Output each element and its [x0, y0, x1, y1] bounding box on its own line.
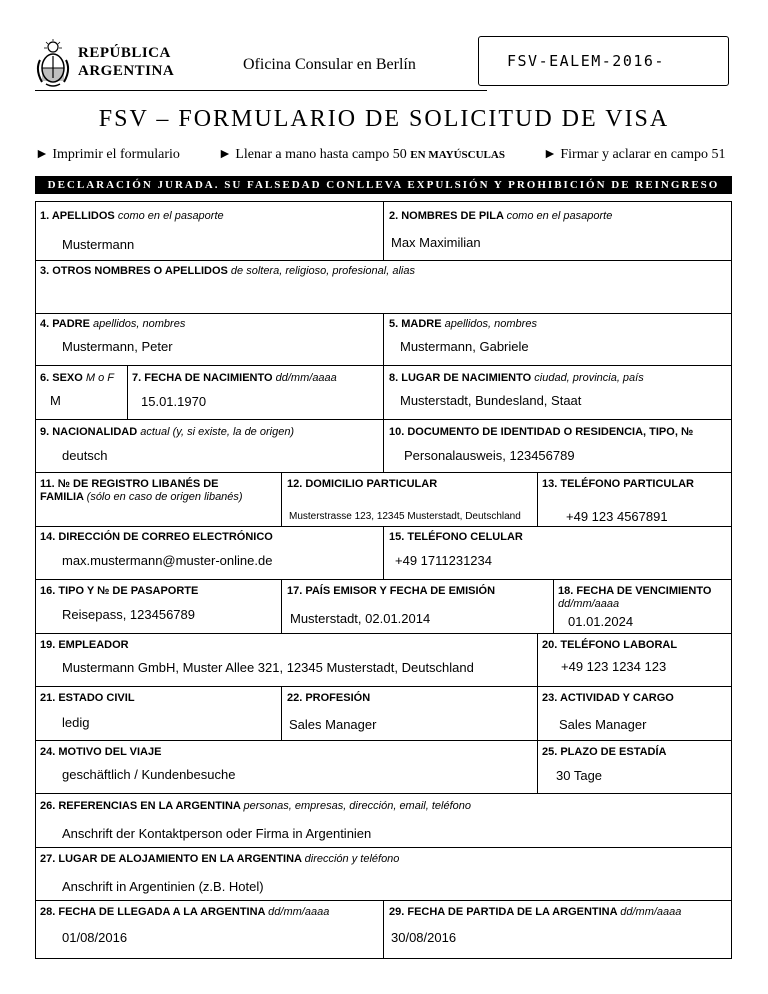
field-18-expiry-date-input[interactable]: 01.01.2024 — [568, 614, 634, 629]
field-14-email-input[interactable]: max.mustermann@muster-online.de — [62, 553, 273, 568]
field-23-label: 23. ACTIVIDAD Y CARGO — [542, 692, 674, 704]
instruction-print: ► Imprimir el formulario — [35, 147, 180, 162]
field-29-departure-date-input[interactable]: 30/08/2016 — [391, 930, 457, 945]
field-15-mobile-phone-input[interactable]: +49 1711231234 — [395, 553, 492, 568]
instruction-sign: ► Firmar y aclarar en campo 51 — [543, 147, 726, 162]
field-16-passport-input[interactable]: Reisepass, 123456789 — [62, 607, 195, 622]
field-2-given-names-input[interactable]: Max Maximilian — [391, 235, 481, 250]
field-20-work-phone-input[interactable]: +49 123 1234 123 — [561, 659, 667, 674]
field-1-surname-input[interactable]: Mustermann — [62, 237, 135, 252]
field-5-mother-input[interactable]: Mustermann, Gabriele — [400, 339, 529, 354]
sworn-declaration-banner: DECLARACIÓN JURADA. SU FALSEDAD CONLLEVA EXPULSIÓN Y PROHIBICIÓN DE REINGRESO — [35, 176, 732, 194]
field-8-birth-place-input[interactable]: Musterstadt, Bundesland, Staat — [400, 393, 582, 408]
instruction-fill-caps: EN MAYÚSCULAS — [410, 149, 505, 161]
field-1-label: 1. APELLIDOS como en el pasaporte — [40, 210, 224, 222]
form-code-box — [478, 36, 729, 86]
field-26-label: 26. REFERENCIAS EN LA ARGENTINA personas, empresas, dirección, email, teléfono — [40, 800, 471, 812]
field-28-arrival-date-input[interactable]: 01/08/2016 — [62, 930, 128, 945]
field-2-label: 2. NOMBRES DE PILA como en el pasaporte — [389, 210, 613, 222]
form-code: FSV-EALEM-2016- — [507, 52, 665, 70]
field-7-birth-date-input[interactable]: 15.01.1970 — [141, 394, 207, 409]
field-6-sex-input[interactable]: M — [50, 393, 61, 408]
field-27-accommodation-input[interactable]: Anschrift in Argentinien (z.B. Hotel) — [62, 879, 264, 894]
header-divider — [35, 90, 487, 91]
field-9-label: 9. NACIONALIDAD actual (y, si existe, la de origen) — [40, 426, 295, 438]
instruction-fill-main: ► Llenar a mano hasta campo 50 — [218, 147, 407, 162]
field-21-label: 21. ESTADO CIVIL — [40, 692, 135, 704]
field-14-label: 14. DIRECCIÓN DE CORREO ELECTRÓNICO — [40, 531, 273, 543]
field-28-label: 28. FECHA DE LLEGADA A LA ARGENTINA dd/mm/aaaa — [40, 906, 330, 918]
field-7-label: 7. FECHA DE NACIMIENTO dd/mm/aaaa — [132, 372, 337, 384]
field-23-activity-input[interactable]: Sales Manager — [559, 717, 647, 732]
field-18-label: 18. FECHA DE VENCIMIENTO dd/mm/aaaa — [558, 585, 712, 610]
country-line-1: REPÚBLICA — [78, 45, 171, 61]
instruction-fill — [218, 147, 505, 163]
field-15-label: 15. TELÉFONO CELULAR — [389, 531, 523, 543]
country-line-2: ARGENTINA — [78, 63, 175, 79]
field-17-passport-issuer-input[interactable]: Musterstadt, 02.01.2014 — [290, 611, 431, 626]
field-12-label: 12. DOMICILIO PARTICULAR — [287, 478, 438, 490]
field-4-father-input[interactable]: Mustermann, Peter — [62, 339, 173, 354]
field-20-label: 20. TELÉFONO LABORAL — [542, 639, 678, 651]
field-25-stay-duration-input[interactable]: 30 Tage — [556, 768, 603, 783]
field-3-label: 3. OTROS NOMBRES O APELLIDOS de soltera, religioso, profesional, alias — [40, 265, 415, 277]
field-5-label: 5. MADRE apellidos, nombres — [389, 318, 537, 330]
field-9-nationality-input[interactable]: deutsch — [62, 448, 108, 463]
field-10-label: 10. DOCUMENTO DE IDENTIDAD O RESIDENCIA, TIPO, № — [389, 426, 694, 438]
field-21-marital-status-input[interactable]: ledig — [62, 715, 90, 730]
field-27-label: 27. LUGAR DE ALOJAMIENTO EN LA ARGENTINA dirección y teléfono — [40, 853, 400, 865]
field-8-label: 8. LUGAR DE NACIMIENTO ciudad, provincia, país — [389, 372, 644, 384]
field-16-label: 16. TIPO Y № DE PASAPORTE — [40, 585, 199, 597]
field-22-label: 22. PROFESIÓN — [287, 692, 371, 704]
consulate-office: Oficina Consular en Berlín — [243, 56, 416, 73]
field-11-label: 11. № DE REGISTRO LIBANÉS DE FAMILIA (sólo en caso de origen libanés) — [40, 478, 243, 503]
field-17-label: 17. PAÍS EMISOR Y FECHA DE EMISIÓN — [287, 585, 496, 597]
field-13-label: 13. TELÉFONO PARTICULAR — [542, 478, 694, 490]
field-22-profession-input[interactable]: Sales Manager — [289, 717, 377, 732]
field-6-label: 6. SEXO M o F — [40, 372, 114, 384]
field-29-label: 29. FECHA DE PARTIDA DE LA ARGENTINA dd/mm/aaaa — [389, 906, 682, 918]
field-24-travel-reason-input[interactable]: geschäftlich / Kundenbesuche — [62, 767, 236, 782]
field-19-label: 19. EMPLEADOR — [40, 639, 129, 651]
form-title: FSV – FORMULARIO DE SOLICITUD DE VISA — [98, 106, 670, 132]
field-12-home-address-input[interactable]: Musterstrasse 123, 12345 Musterstadt, Deutschland — [289, 511, 521, 522]
field-13-home-phone-input[interactable]: +49 123 4567891 — [566, 509, 668, 524]
field-25-label: 25. PLAZO DE ESTADÍA — [542, 746, 667, 758]
field-4-label: 4. PADRE apellidos, nombres — [40, 318, 186, 330]
field-10-id-document-input[interactable]: Personalausweis, 123456789 — [404, 448, 575, 463]
coat-of-arms-emblem — [34, 38, 72, 88]
country-name — [78, 44, 174, 80]
field-19-employer-input[interactable]: Mustermann GmbH, Muster Allee 321, 12345 Musterstadt, Deutschland — [62, 660, 474, 675]
field-24-label: 24. MOTIVO DEL VIAJE — [40, 746, 162, 758]
field-26-references-input[interactable]: Anschrift der Kontaktperson oder Firma in Argentinien — [62, 826, 372, 841]
